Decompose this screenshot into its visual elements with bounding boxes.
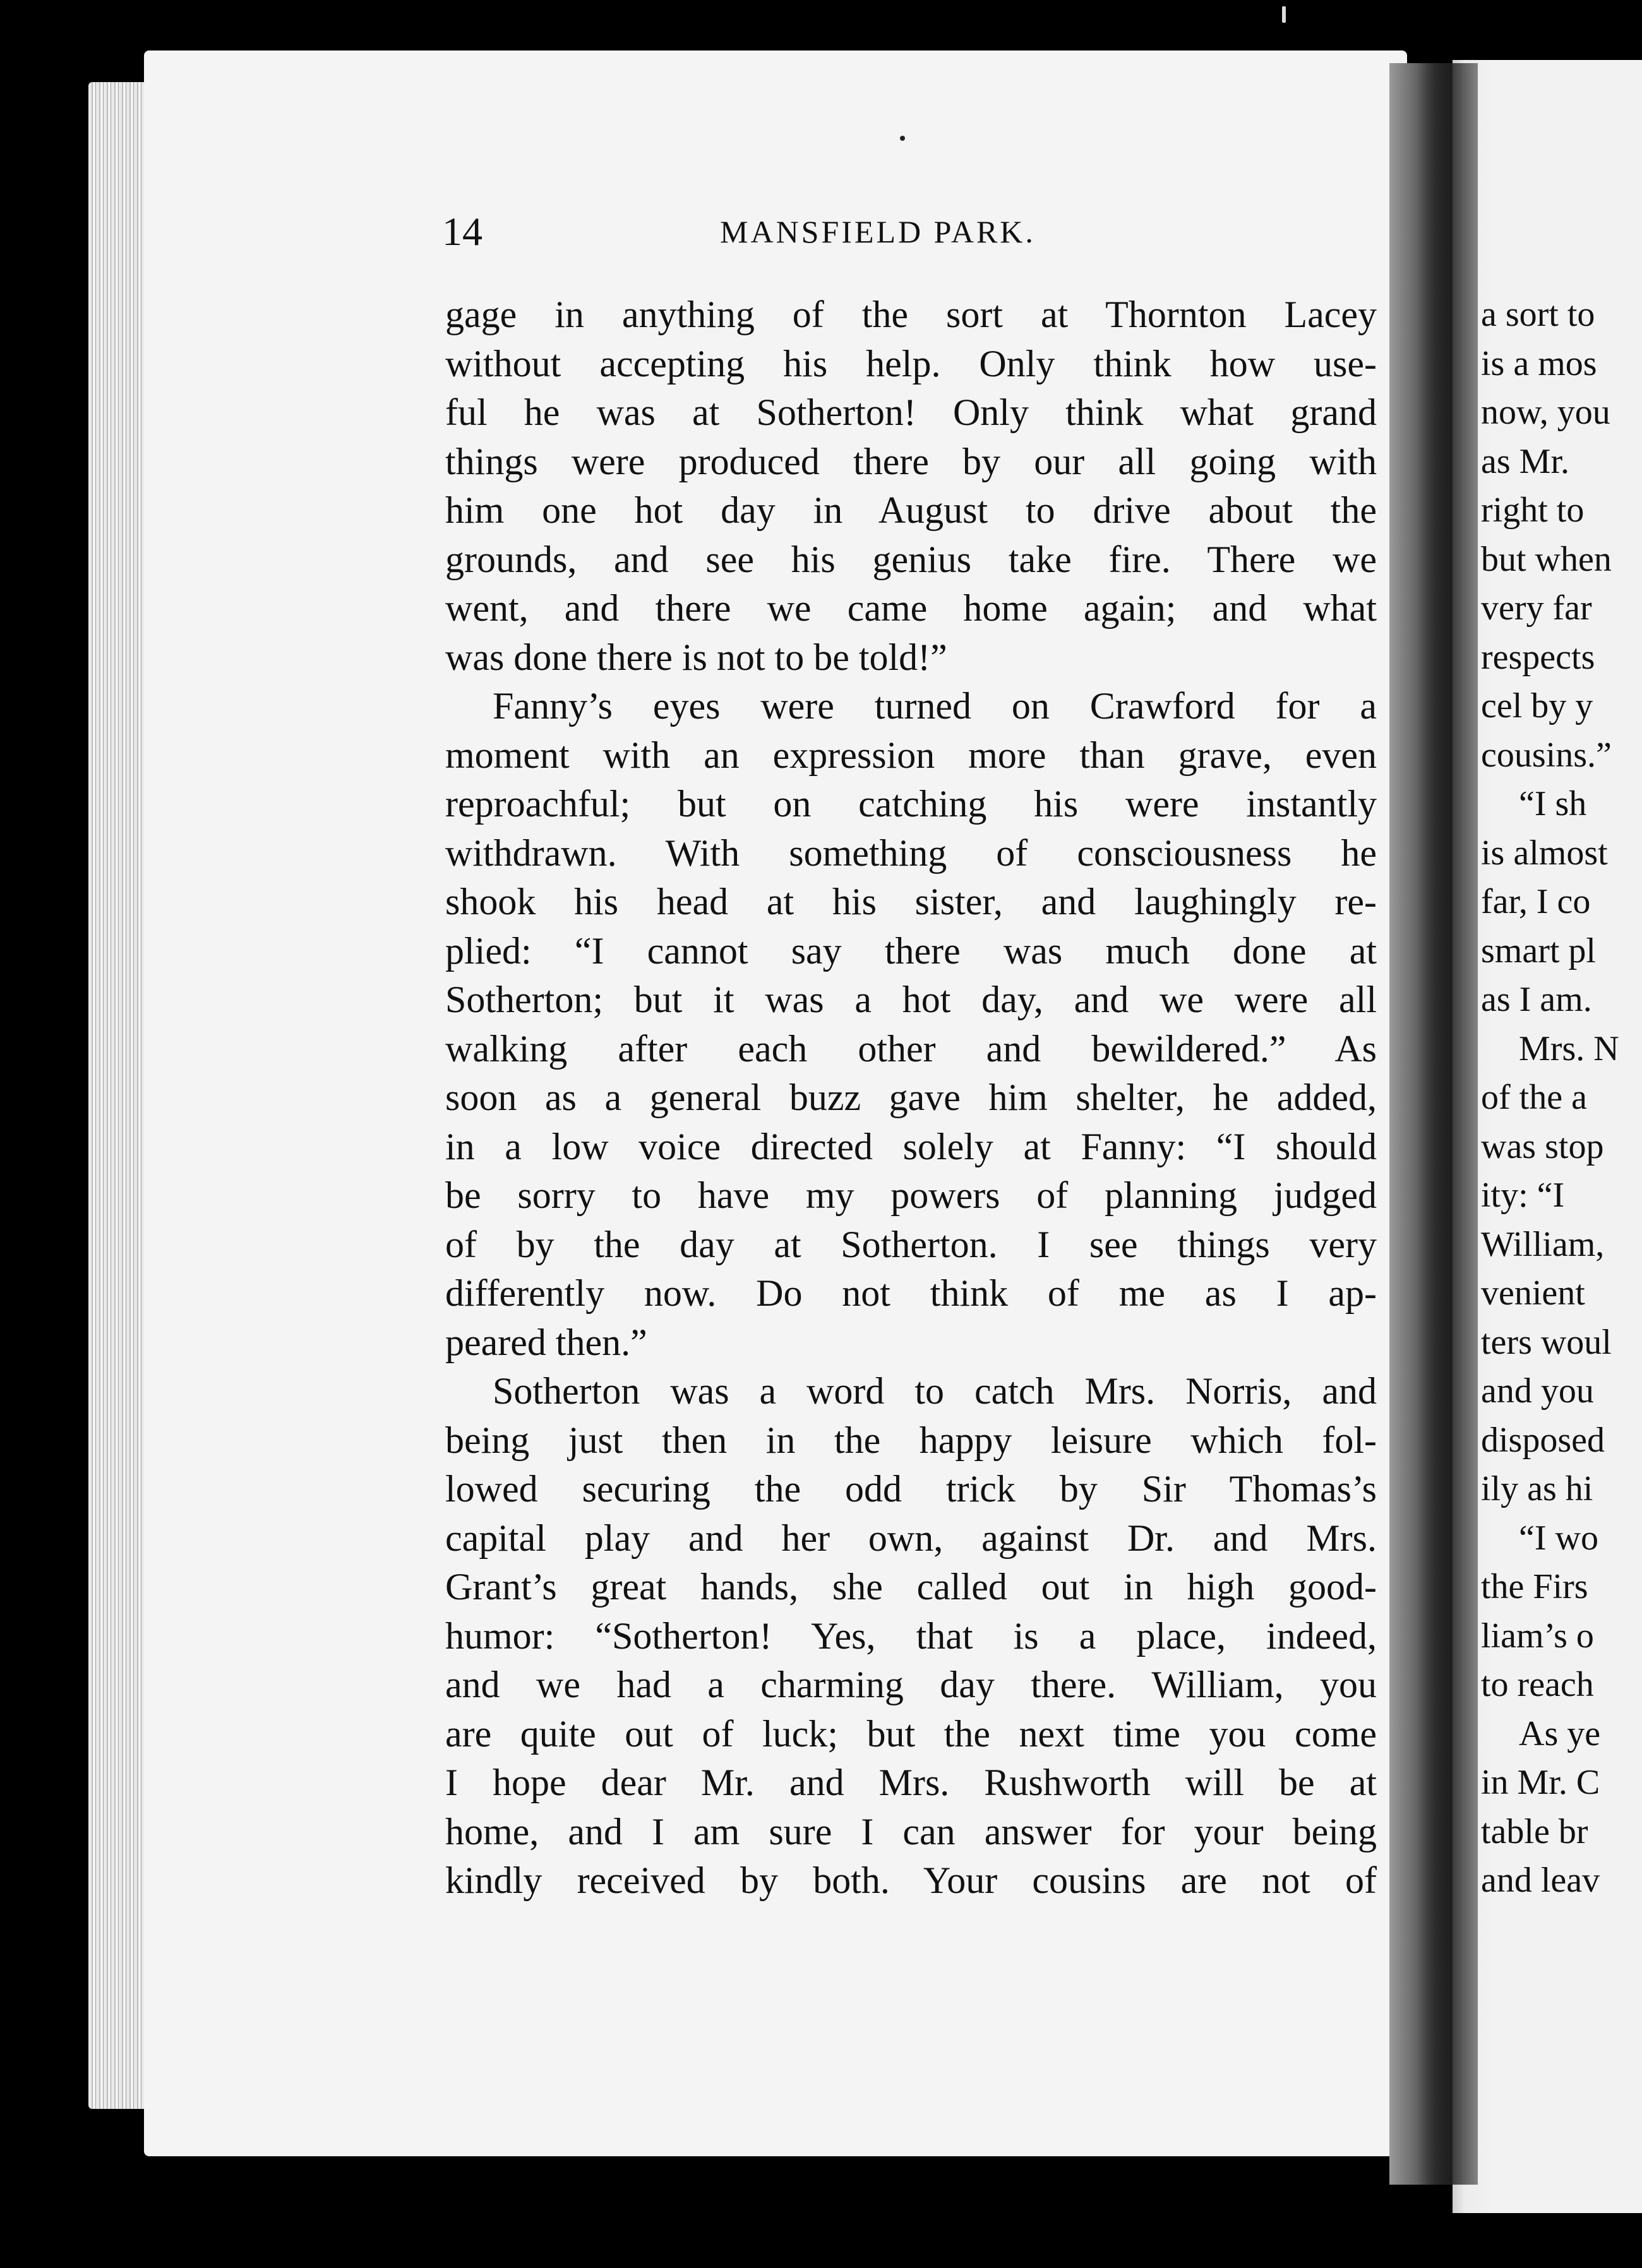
text-line: humor: “Sotherton! Yes, that is a place, indeed, <box>445 1614 1377 1657</box>
text-line: differently now. Do not think of me as I ap- <box>445 1272 1377 1314</box>
facing-text-line: and you <box>1481 1371 1594 1411</box>
facing-text-line: ity: “I <box>1481 1176 1565 1215</box>
facing-text-line: far, I co <box>1481 882 1591 921</box>
text-line: capital play and her own, against Dr. and Mrs. <box>445 1517 1377 1559</box>
text-line: without accepting his help. Only think how use- <box>445 342 1377 385</box>
body-text <box>445 290 1377 1906</box>
facing-text-line: is almost <box>1481 833 1608 873</box>
text-line: was done there is not to be told!” <box>445 636 947 678</box>
facing-text-line: cel by y <box>1481 686 1593 725</box>
text-line: ful he was at Sotherton! Only think what grand <box>445 391 1377 433</box>
facing-text-line: and leav <box>1481 1861 1600 1900</box>
page-header <box>442 208 1377 265</box>
facing-text-line: but when <box>1481 539 1612 579</box>
facing-text-line: now, you <box>1481 393 1610 432</box>
scan-speck <box>1282 6 1286 23</box>
text-line: shook his head at his sister, and laughingly re- <box>445 881 1377 922</box>
facing-text-line: smart pl <box>1481 931 1596 970</box>
text-line: and we had a charming day there. William, you <box>445 1664 1377 1705</box>
facing-text-line: liam’s o <box>1481 1616 1594 1656</box>
text-line: gage in anything of the sort at Thornton Lacey <box>445 294 1377 335</box>
text-line: went, and there we came home again; and what <box>445 587 1377 629</box>
facing-text-line: ily as hi <box>1481 1469 1593 1508</box>
facing-text-line: Mrs. N <box>1519 1029 1619 1068</box>
text-line: soon as a general buzz gave him shelter, he added, <box>445 1077 1377 1118</box>
page-number: 14 <box>442 209 482 254</box>
facing-text-line: is a mos <box>1481 343 1597 383</box>
text-line: moment with an expression more than grave, even <box>445 734 1377 776</box>
facing-page-text <box>1481 290 1642 1906</box>
facing-text-line: As ye <box>1519 1714 1601 1753</box>
text-line: things were produced there by our all going with <box>445 440 1377 482</box>
facing-text-line: respects <box>1481 637 1595 677</box>
text-line: be sorry to have my powers of planning judged <box>445 1174 1377 1216</box>
text-line: home, and I am sure I can answer for your being <box>445 1810 1377 1853</box>
facing-text-line: ters woul <box>1481 1322 1612 1362</box>
facing-text-line: table br <box>1481 1811 1588 1851</box>
text-line: of by the day at Sotherton. I see things very <box>445 1223 1377 1265</box>
text-line: are quite out of luck; but the next time you come <box>445 1712 1377 1755</box>
facing-text-line: the Firs <box>1481 1567 1588 1606</box>
facing-text-line: “I sh <box>1519 784 1587 823</box>
text-line: Sotherton was a word to catch Mrs. Norris, and <box>493 1370 1377 1412</box>
facing-text-line: disposed <box>1481 1420 1605 1460</box>
text-line: peared then.” <box>445 1321 647 1363</box>
facing-text-line: very far <box>1481 588 1592 628</box>
facing-text-line: to reach <box>1481 1665 1594 1704</box>
text-line: in a low voice directed solely at Fanny: “I should <box>445 1125 1377 1167</box>
facing-text-line: was stop <box>1481 1126 1604 1166</box>
text-line: withdrawn. With something of consciousness he <box>445 832 1377 874</box>
text-line: Grant’s great hands, she called out in high good- <box>445 1566 1377 1608</box>
text-line: plied: “I cannot say there was much done at <box>445 929 1377 972</box>
text-line: being just then in the happy leisure which fol- <box>445 1419 1377 1461</box>
facing-text-line: “I wo <box>1519 1518 1598 1558</box>
text-line: Fanny’s eyes were turned on Crawford for a <box>493 685 1377 727</box>
gutter-shadow <box>1418 63 1478 2185</box>
facing-text-line: as Mr. <box>1481 441 1569 481</box>
facing-text-line: William, <box>1481 1224 1605 1264</box>
facing-text-line: of the a <box>1481 1078 1587 1117</box>
facing-text-line: as I am. <box>1481 980 1592 1019</box>
text-line: lowed securing the odd trick by Sir Thomas’s <box>445 1468 1377 1510</box>
facing-text-line: in Mr. C <box>1481 1763 1600 1802</box>
facing-text-line: venient <box>1481 1274 1585 1313</box>
facing-text-line: cousins.” <box>1481 735 1612 775</box>
text-line: Sotherton; but it was a hot day, and we were all <box>445 979 1377 1020</box>
running-head: MANSFIELD PARK. <box>720 214 1036 249</box>
text-line: I hope dear Mr. and Mrs. Rushworth will be at <box>445 1762 1377 1803</box>
text-line: kindly received by both. Your cousins are not of <box>445 1859 1377 1901</box>
text-line: reproachful; but on catching his were instantly <box>445 783 1377 825</box>
text-line: him one hot day in August to drive about the <box>445 489 1377 531</box>
text-line: walking after each other and bewildered.” As <box>445 1027 1377 1070</box>
facing-text-line: a sort to <box>1481 295 1595 334</box>
text-line: grounds, and see his genius take fire. There we <box>445 538 1377 580</box>
scan-speck <box>900 136 905 141</box>
facing-text-line: right to <box>1481 491 1585 530</box>
